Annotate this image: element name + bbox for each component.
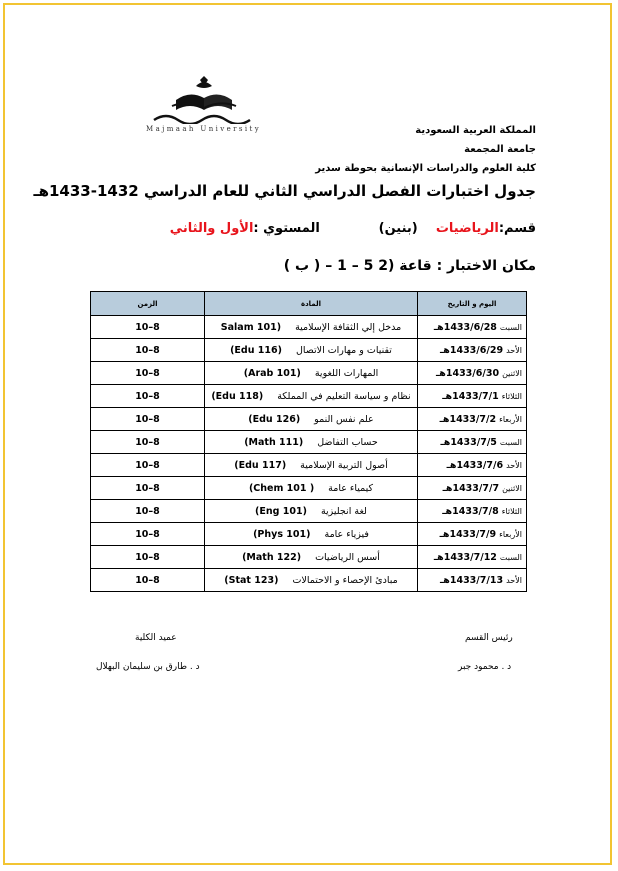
table-row [91,569,527,592]
course-code: (Phys 101) [253,528,311,540]
open-book-logo-icon [146,76,262,124]
subject-cell [205,500,418,523]
course-code: (Salam 101 [220,321,282,333]
table-row [91,500,527,523]
subject-name: المهارات اللغوية [314,367,379,379]
department-line [170,221,536,236]
table-row [91,431,527,454]
page-title: جدول اختبارات الفصل الدراسي الثاني للعام الدراسي 1432-1433هـ [33,182,536,200]
time-cell: 8–10 [91,523,205,546]
subject-name: مدخل إلي الثقافة الإسلامية [295,321,402,333]
table-row [91,546,527,569]
exam-date: 1433/7/13هـ [440,574,504,586]
time-cell: 8–10 [91,316,205,339]
exam-date: 1433/7/2هـ [439,413,497,425]
subject-cell [205,339,418,362]
time-cell: 8–10 [91,454,205,477]
subject-cell [205,546,418,569]
table-row [91,362,527,385]
day-name: السبت [499,437,522,447]
day-name: الأحد [506,460,522,470]
university-logo [146,76,262,136]
day-name: الأربعاء [499,414,522,424]
course-code: (Math 122) [242,551,302,563]
dept-value: الرياضيات [435,221,499,236]
subject-name: مبادئ الإحصاء و الاحتمالات [292,574,398,586]
day-date-cell [418,431,527,454]
dept-label: قسم: [498,221,536,236]
course-code: (Eng 101) [255,505,307,517]
time-cell: 8–10 [91,569,205,592]
day-name: الثلاثاء [501,506,522,516]
table-row [91,385,527,408]
subject-cell [205,477,418,500]
exam-date: 1433/7/7هـ [442,482,500,494]
day-date-cell [418,362,527,385]
day-name: الثلاثاء [501,391,522,401]
day-date-cell [418,454,527,477]
header-day: اليوم و التاريخ [418,292,527,316]
table-row [91,523,527,546]
table-row [91,408,527,431]
day-date-cell [418,523,527,546]
exam-date: 1433/6/30هـ [436,367,500,379]
college-header: كلية العلوم والدراسات الإنسانية بحوطة سدير [315,163,536,174]
dean-name: د . طارق بن سليمان البهلال [96,662,200,672]
day-name: الأحد [506,345,522,355]
dept-head-name: د . محمود جبر [458,662,512,672]
university-header: جامعة المجمعة [464,144,536,155]
exam-date: 1433/7/9هـ [439,528,497,540]
subject-name: نظام و سياسة التعليم في المملكة [277,390,411,402]
header-time: الزمن [91,292,205,316]
exam-date: 1433/6/29هـ [440,344,504,356]
subject-name: علم نفس النمو [314,413,374,425]
subject-cell [205,523,418,546]
day-date-cell [418,500,527,523]
subject-name: أصول التربية الإسلامية [300,459,388,471]
subject-cell [205,569,418,592]
time-cell: 8–10 [91,477,205,500]
level-value: الأول والثاني [169,221,254,236]
day-date-cell [418,385,527,408]
day-date-cell [418,408,527,431]
day-date-cell [418,316,527,339]
time-cell: 8–10 [91,339,205,362]
day-name: الاثنين [502,483,522,493]
time-cell: 8–10 [91,385,205,408]
subject-name: أسس الرياضيات [315,551,380,563]
course-code: (Stat 123) [224,574,279,586]
day-name: الأحد [506,575,522,585]
table-header-row [91,292,527,316]
subject-name: كيمياء عامة [328,482,374,494]
day-name: السبت [499,322,522,332]
table-row [91,477,527,500]
subject-cell [205,431,418,454]
exam-date: 1433/7/5هـ [440,436,497,448]
subject-cell [205,454,418,477]
time-cell: 8–10 [91,546,205,569]
logo-english-text: Majmaah University [146,125,262,133]
time-cell: 8–10 [91,408,205,431]
time-cell: 8–10 [91,500,205,523]
exam-location: مكان الاختبار : قاعة (2 5 – 1 – ( ب ) [283,258,536,274]
course-code: (Edu 118) [211,390,264,402]
exam-date: 1433/7/1هـ [442,390,499,402]
subject-name: فيزياء عامة [324,528,369,540]
exam-schedule-table [90,291,527,592]
day-name: الأربعاء [499,529,522,539]
time-cell: 8–10 [91,362,205,385]
day-date-cell [418,546,527,569]
subject-cell [205,385,418,408]
kingdom-header: المملكة العربية السعودية [415,125,536,136]
subject-name: تقنيات و مهارات الاتصال [295,344,392,356]
subject-cell [205,408,418,431]
day-name: الاثنين [502,368,522,378]
course-code: (Edu 117) [234,459,287,471]
subject-name: حساب التفاضل [317,436,378,448]
day-date-cell [418,569,527,592]
course-code: (Edu 126) [248,413,301,425]
day-date-cell [418,477,527,500]
table-row [91,316,527,339]
day-name: السبت [499,552,522,562]
subject-cell [205,316,418,339]
exam-date: 1433/7/8هـ [442,505,499,517]
subject-name: لغة انجليزية [320,505,367,517]
subject-cell [205,362,418,385]
table-row [91,339,527,362]
header-subject: المادة [205,292,418,316]
gender-label: (بنين) [378,221,418,236]
exam-date: 1433/7/6هـ [446,459,504,471]
exam-date: 1433/6/28هـ [433,321,497,333]
level-label: المستوي : [253,221,320,236]
table-row [91,454,527,477]
day-date-cell [418,339,527,362]
dean-title: عميد الكلية [135,633,177,643]
course-code: (Edu 116) [230,344,282,356]
dept-head-title: رئيس القسم [465,633,513,643]
course-code: (Arab 101) [243,367,301,379]
course-code: (Math 111) [244,436,304,448]
time-cell: 8–10 [91,431,205,454]
exam-date: 1433/7/12هـ [433,551,497,563]
course-code: ( Chem 101) [248,482,315,494]
